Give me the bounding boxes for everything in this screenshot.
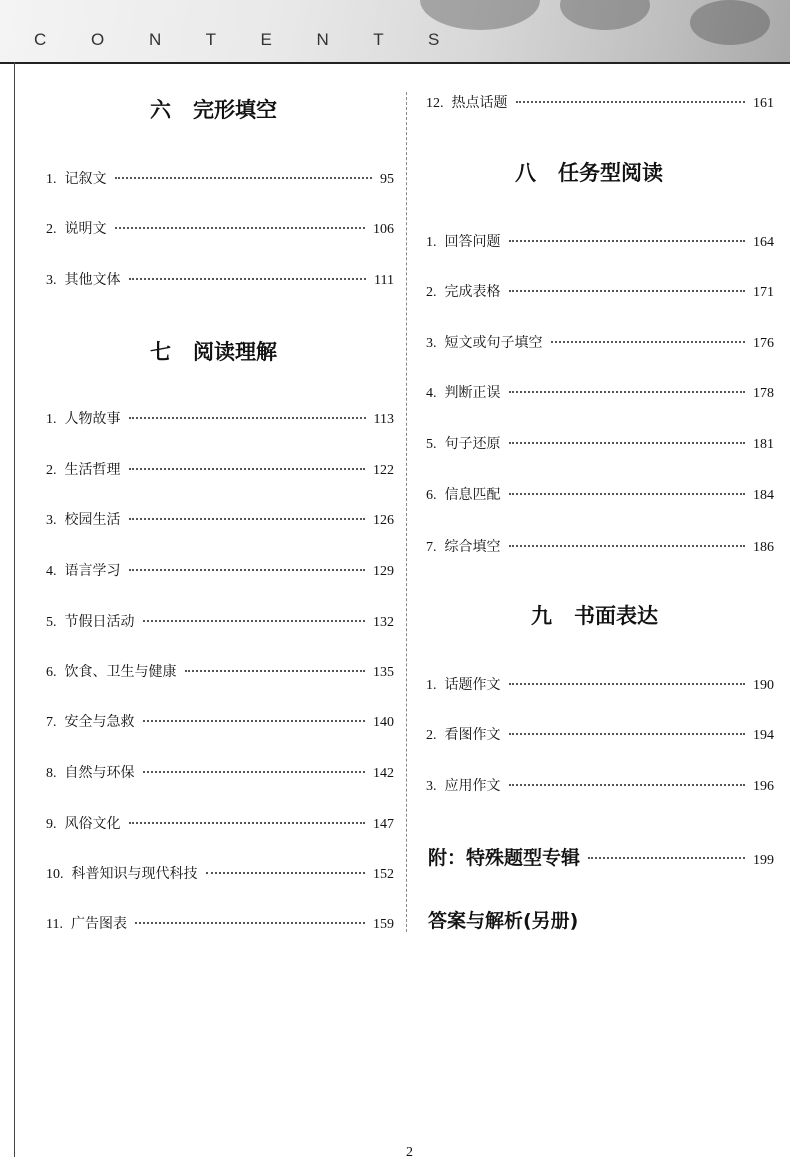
dot-leader [143,620,366,622]
ink-splash-decoration [690,0,770,45]
entry-label: 热点话题 [451,95,508,111]
entry-index: 2. [46,463,57,478]
section-number: 九 [531,604,552,628]
toc-entry[interactable] [46,813,394,833]
toc-entry[interactable] [426,484,774,504]
entry-label: 风俗文化 [64,816,121,832]
dot-leader [509,240,746,242]
toc-entry[interactable] [426,674,774,694]
entry-page: 181 [753,437,774,452]
entry-label: 回答问题 [444,234,501,250]
entry-page: 140 [373,715,394,730]
entry-page: 194 [753,728,774,743]
toc-entry[interactable] [46,913,394,933]
entry-page: 178 [753,386,774,401]
entry-page: 126 [373,513,394,528]
entry-index: 7. [426,540,437,555]
dot-leader [129,822,366,824]
entry-label: 科普知识与现代科技 [71,866,198,882]
toc-entry[interactable] [426,92,774,112]
header-banner [0,0,790,64]
entry-index: 12. [426,96,444,111]
page-number: 2 [406,1145,413,1160]
toc-entry[interactable] [426,281,774,301]
toc-entry[interactable] [46,408,394,428]
entry-label: 信息匹配 [444,487,501,503]
toc-entry[interactable] [46,711,394,731]
appendix-page: 199 [753,853,774,868]
entry-label: 完成表格 [444,284,501,300]
appendix-label: 附：特殊题型专辑 [428,847,581,869]
section-label: 阅读理解 [193,340,277,364]
section-title-reading [150,336,277,366]
toc-entry[interactable] [426,775,774,795]
dot-leader [135,922,365,924]
entry-index: 9. [46,817,57,832]
contents-heading: C O N T E N T S [34,30,460,49]
entry-page: 171 [753,285,774,300]
toc-entry[interactable] [46,560,394,580]
left-margin-rule [14,62,15,1157]
section-label: 任务型阅读 [558,161,663,185]
entry-page: 111 [374,273,394,288]
entry-index: 7. [46,715,57,730]
entry-label: 语言学习 [64,563,121,579]
dot-leader [206,872,366,874]
dot-leader [588,857,745,859]
dot-leader [509,784,746,786]
toc-entry[interactable] [46,168,394,188]
entry-page: 152 [373,867,394,882]
dot-leader [509,493,746,495]
entry-page: 135 [373,665,394,680]
entry-label: 其他文体 [64,272,121,288]
section-title-writing [531,600,658,630]
toc-entry[interactable] [46,661,394,681]
section-title-cloze [150,94,277,124]
ink-splash-decoration [420,0,540,30]
section-label: 书面表达 [574,604,658,628]
dot-leader [143,720,366,722]
toc-entry[interactable] [426,231,774,251]
entry-index: 5. [426,437,437,452]
entry-page: 132 [373,615,394,630]
entry-index: 3. [46,273,57,288]
entry-label: 饮食、卫生与健康 [64,664,177,680]
entry-page: 161 [753,96,774,111]
toc-entry[interactable] [46,762,394,782]
entry-index: 1. [46,412,57,427]
entry-index: 1. [426,235,437,250]
toc-entry[interactable] [46,863,394,883]
entry-page: 186 [753,540,774,555]
dot-leader [516,101,746,103]
entry-label: 看图作文 [444,727,501,743]
entry-index: 4. [426,386,437,401]
dot-leader [115,227,366,229]
entry-page: 106 [373,222,394,237]
entry-index: 3. [426,336,437,351]
dot-leader [551,341,746,343]
entry-label: 短文或句子填空 [444,335,543,351]
section-number: 七 [150,340,171,364]
entry-page: 196 [753,779,774,794]
dot-leader [509,733,746,735]
entry-page: 142 [373,766,394,781]
entry-page: 147 [373,817,394,832]
toc-entry[interactable] [426,332,774,352]
dot-leader [115,177,373,179]
toc-entry[interactable] [426,536,774,556]
dot-leader [509,391,746,393]
entry-page: 159 [373,917,394,932]
dot-leader [509,290,746,292]
entry-index: 3. [426,779,437,794]
entry-label: 判断正误 [444,385,501,401]
entry-label: 生活哲理 [64,462,121,478]
toc-entry[interactable] [426,382,774,402]
toc-entry[interactable] [46,459,394,479]
dot-leader [509,442,746,444]
entry-index: 3. [46,513,57,528]
entry-page: 129 [373,564,394,579]
column-divider [406,92,407,932]
entry-index: 6. [46,665,57,680]
toc-entry[interactable] [426,433,774,453]
section-title-task-reading [515,157,663,187]
section-number: 八 [515,161,536,185]
entry-label: 校园生活 [64,512,121,528]
entry-page: 184 [753,488,774,503]
entry-page: 164 [753,235,774,250]
toc-entry[interactable] [426,724,774,744]
entry-index: 6. [426,488,437,503]
dot-leader [143,771,366,773]
dot-leader [129,468,366,470]
entry-label: 自然与环保 [64,765,135,781]
entry-index: 5. [46,615,57,630]
dot-leader [129,417,366,419]
toc-entry[interactable] [46,509,394,529]
answers-label: 答案与解析(另册) [428,910,579,932]
entry-page: 95 [380,172,394,187]
answers-entry[interactable] [428,906,578,933]
entry-page: 190 [753,678,774,693]
dot-leader [185,670,366,672]
toc-entry[interactable] [46,269,394,289]
toc-entry[interactable] [46,218,394,238]
entry-label: 应用作文 [444,778,501,794]
dot-leader [129,569,366,571]
entry-page: 113 [373,412,394,427]
dot-leader [509,545,746,547]
entry-index: 2. [426,285,437,300]
entry-index: 10. [46,867,64,882]
entry-index: 4. [46,564,57,579]
entry-label: 节假日活动 [64,614,135,630]
ink-splash-decoration [560,0,650,30]
section-number: 六 [150,98,171,122]
entry-index: 1. [46,172,57,187]
dot-leader [509,683,746,685]
dot-leader [129,278,367,280]
entry-page: 122 [373,463,394,478]
entry-label: 人物故事 [64,411,121,427]
entry-page: 176 [753,336,774,351]
entry-label: 说明文 [64,221,107,237]
entry-label: 句子还原 [444,436,501,452]
entry-index: 2. [46,222,57,237]
entry-index: 8. [46,766,57,781]
appendix-entry[interactable] [428,843,774,870]
entry-label: 话题作文 [444,677,501,693]
entry-label: 综合填空 [444,539,501,555]
entry-index: 11. [46,917,63,932]
section-label: 完形填空 [193,98,277,122]
entry-index: 2. [426,728,437,743]
entry-label: 广告图表 [70,916,127,932]
toc-entry[interactable] [46,611,394,631]
entry-label: 安全与急救 [64,714,135,730]
dot-leader [129,518,366,520]
entry-label: 记叙文 [64,171,107,187]
entry-index: 1. [426,678,437,693]
